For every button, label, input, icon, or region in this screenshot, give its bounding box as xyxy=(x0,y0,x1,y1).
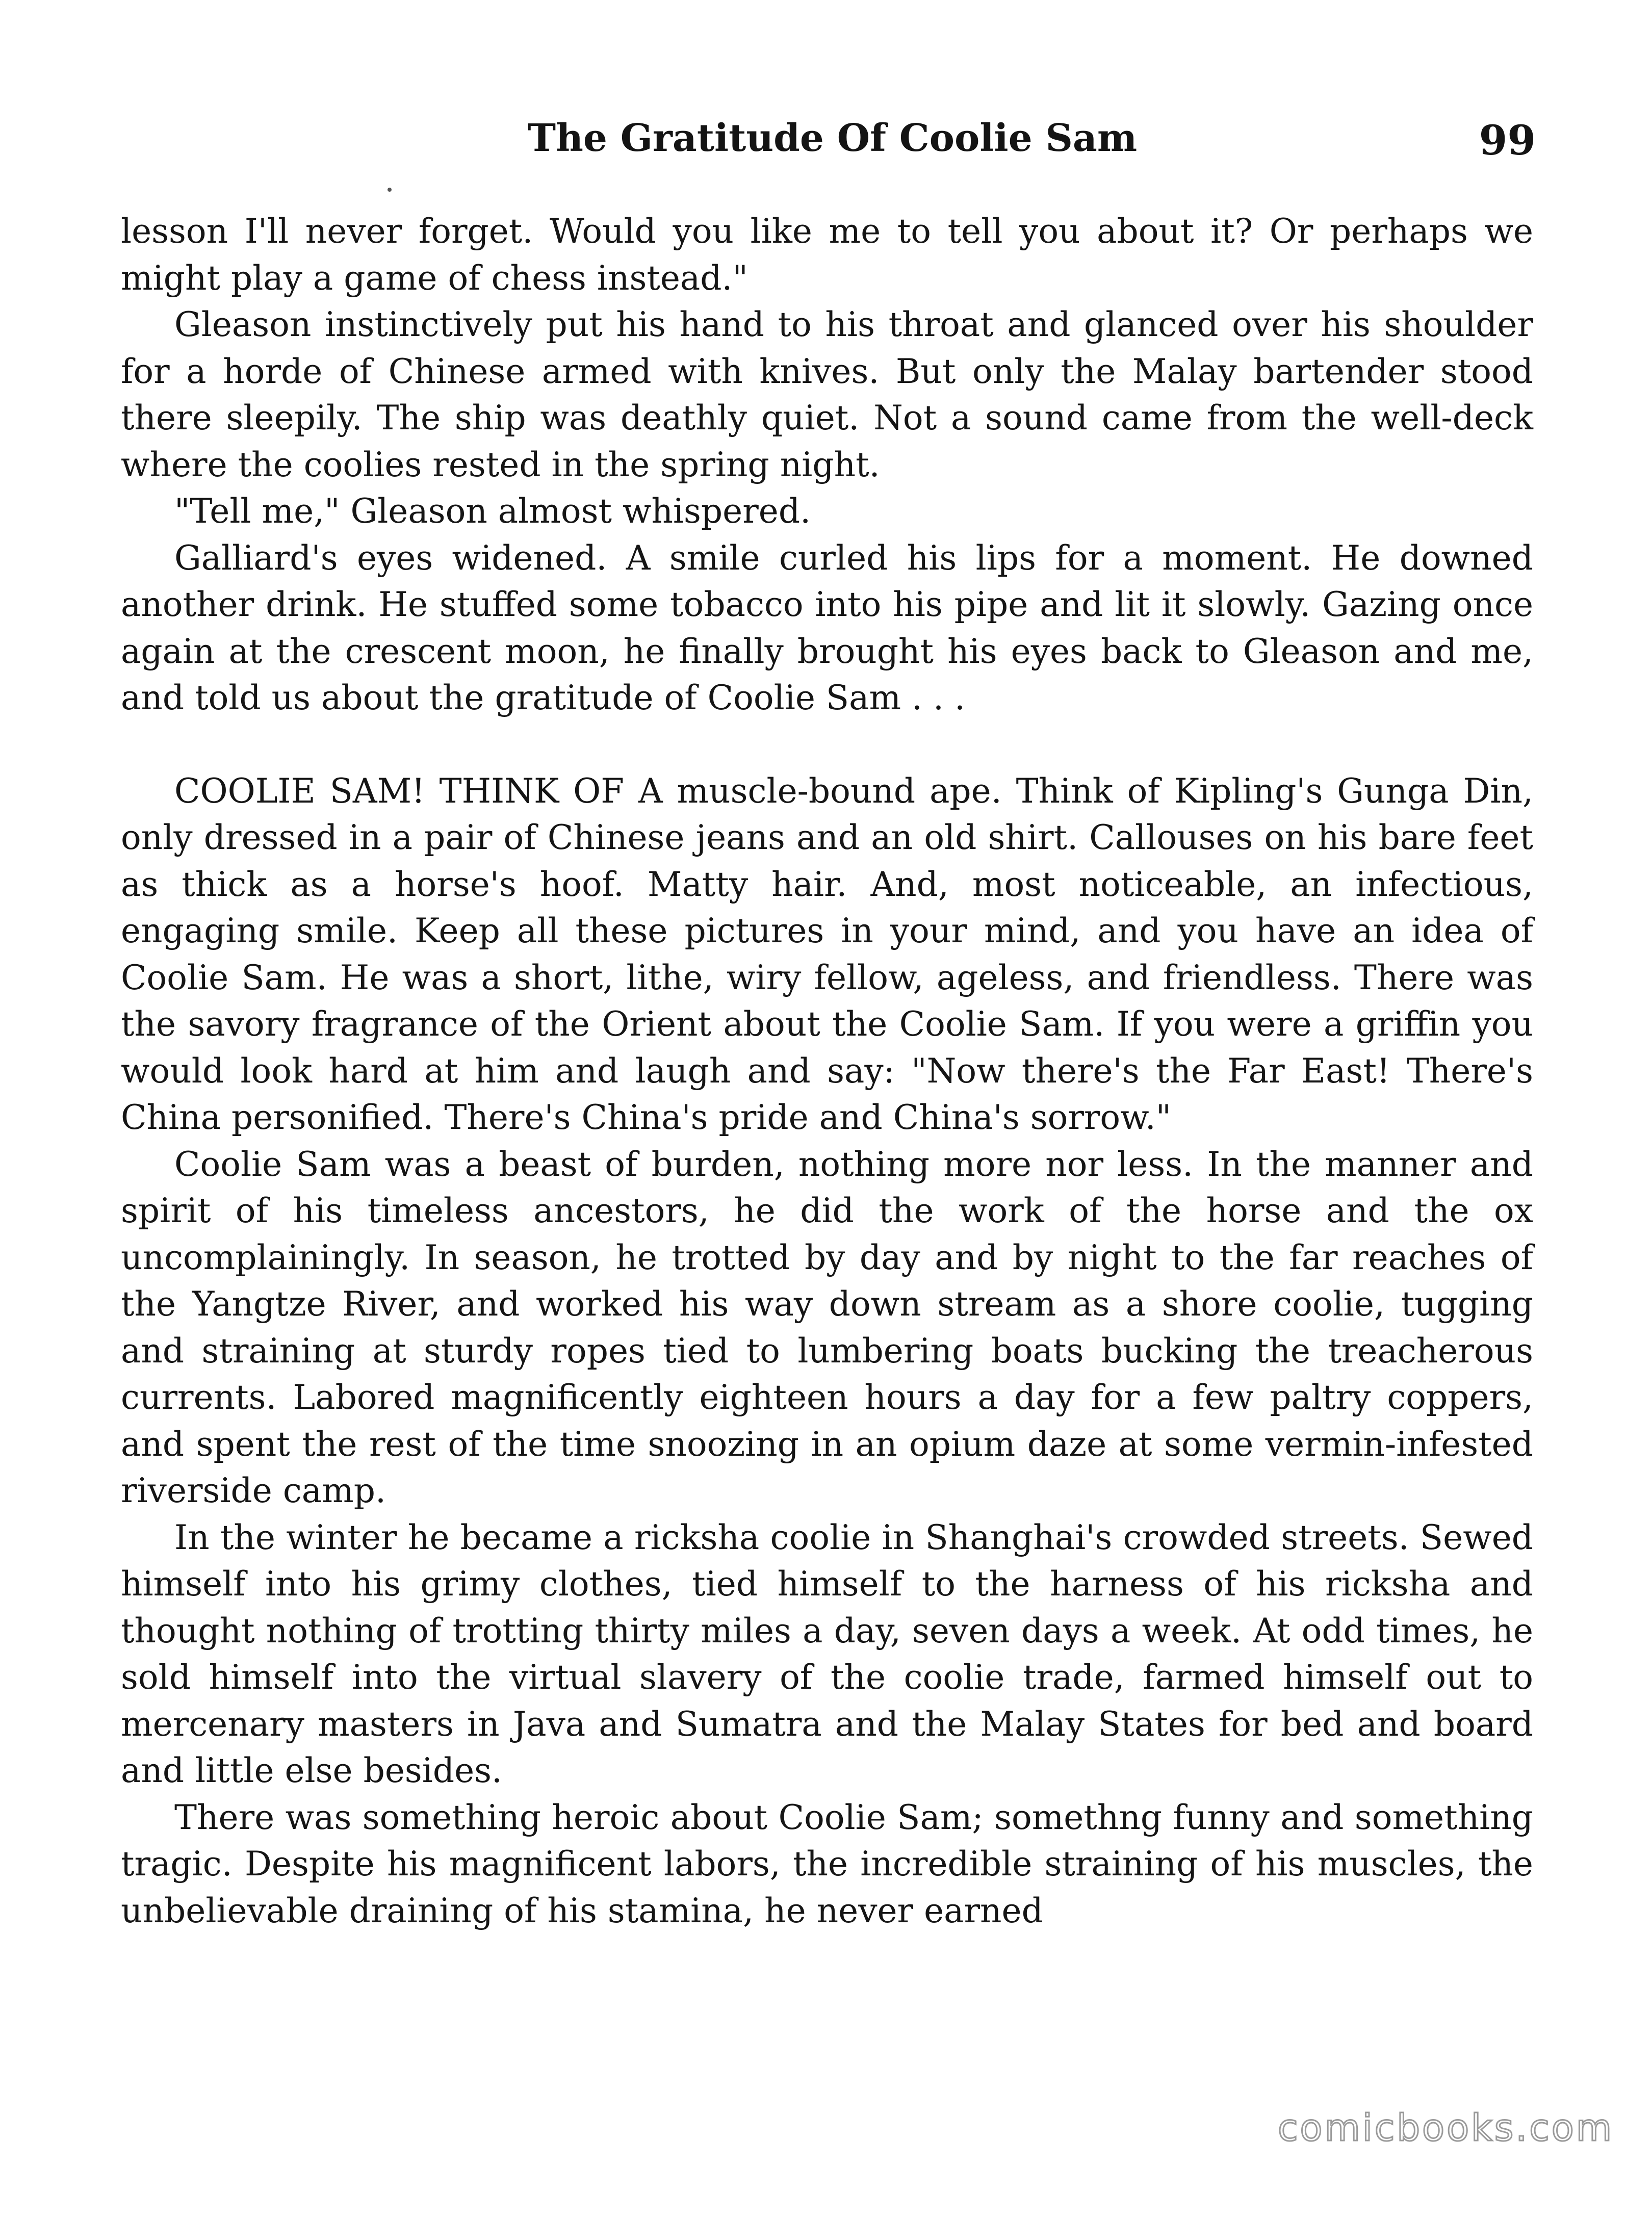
paragraph-gleason-instinctively: Gleason instinctively put his hand to his throat and glanced over his shoulder for a horde of Chinese armed with knives. But only the Malay bartender stood there sleepily. The ship was deathly quiet. Not a sound came from the well-deck where the coolies rested in the spring night. xyxy=(121,305,1533,484)
body-text xyxy=(121,208,1533,1934)
watermark-logo: comicbooks.com xyxy=(1277,2106,1614,2149)
print-speck xyxy=(388,188,392,192)
paragraph-galliards-eyes: Galliard's eyes widened. A smile curled his lips for a moment. He downed another drink. He stuffed some tobacco into his pipe and lit it slowly. Gazing once again at the crescent moon, he finally brought his eyes back to Gleason and me, and told us about the gratitude of Coolie Sam . . . xyxy=(121,538,1533,717)
page-number: 99 xyxy=(1479,116,1536,164)
paragraph-beast-of-burden: Coolie Sam was a beast of burden, nothing more nor less. In the manner and spirit of his timeless ancestors, he did the work of the horse and the ox uncomplainingly. In season, he trotted by day and by night to the far reaches of the Yangtze River, and worked his way down stream as a shore coolie, tugging and straining at sturdy ropes tied to lumbering boats bucking the treacherous currents. Labored magnificently eighteen hours a day for a few paltry coppers, and spent the rest of the time snoozing in an opium daze at some vermin-infested riverside camp. xyxy=(121,1144,1533,1510)
paragraph-winter-ricksha: In the winter he became a ricksha coolie in Shanghai's crowded streets. Sewed himself into his grimy clothes, tied himself to the harness of his ricksha and thought nothing of trotting thirty miles a day, seven days a week. At odd times, he sold himself into the virtual slavery of the coolie trade, farmed himself out to mercenary masters in Java and Sumatra and the Malay States for bed and board and little else besides. xyxy=(121,1517,1533,1790)
paragraph-coolie-sam-intro: COOLIE SAM! THINK OF A muscle-bound ape. Think of Kipling's Gunga Din, only dressed in a pair of Chinese jeans and an old shirt. Callouses on his bare feet as thick as a horse's hoof. Matty hair. And, most noticeable, an infectious, engaging smile. Keep all these pictures in your mind, and you have an idea of Coolie Sam. He was a short, lithe, wiry fellow, ageless, and friendless. There was the savory fragrance of the Orient about the Coolie Sam. If you were a griffin you would look hard at him and laugh and say: "Now there's the Far East! There's China personified. There's China's pride and China's sorrow." xyxy=(121,771,1533,1137)
running-title: The Gratitude Of Coolie Sam xyxy=(528,116,1138,160)
paragraph-tell-me: "Tell me," Gleason almost whispered. xyxy=(174,492,811,531)
paragraph-continuation: lesson I'll never forget. Would you like me to tell you about it? Or perhaps we might play a game of chess instead." xyxy=(121,212,1533,298)
paragraph-something-heroic: There was something heroic about Coolie Sam; somethng funny and something tragic. Despite his magnificent labors, the incredible straining of his muscles, the unbelievable draining of his stamina, he never earned xyxy=(121,1797,1533,1930)
